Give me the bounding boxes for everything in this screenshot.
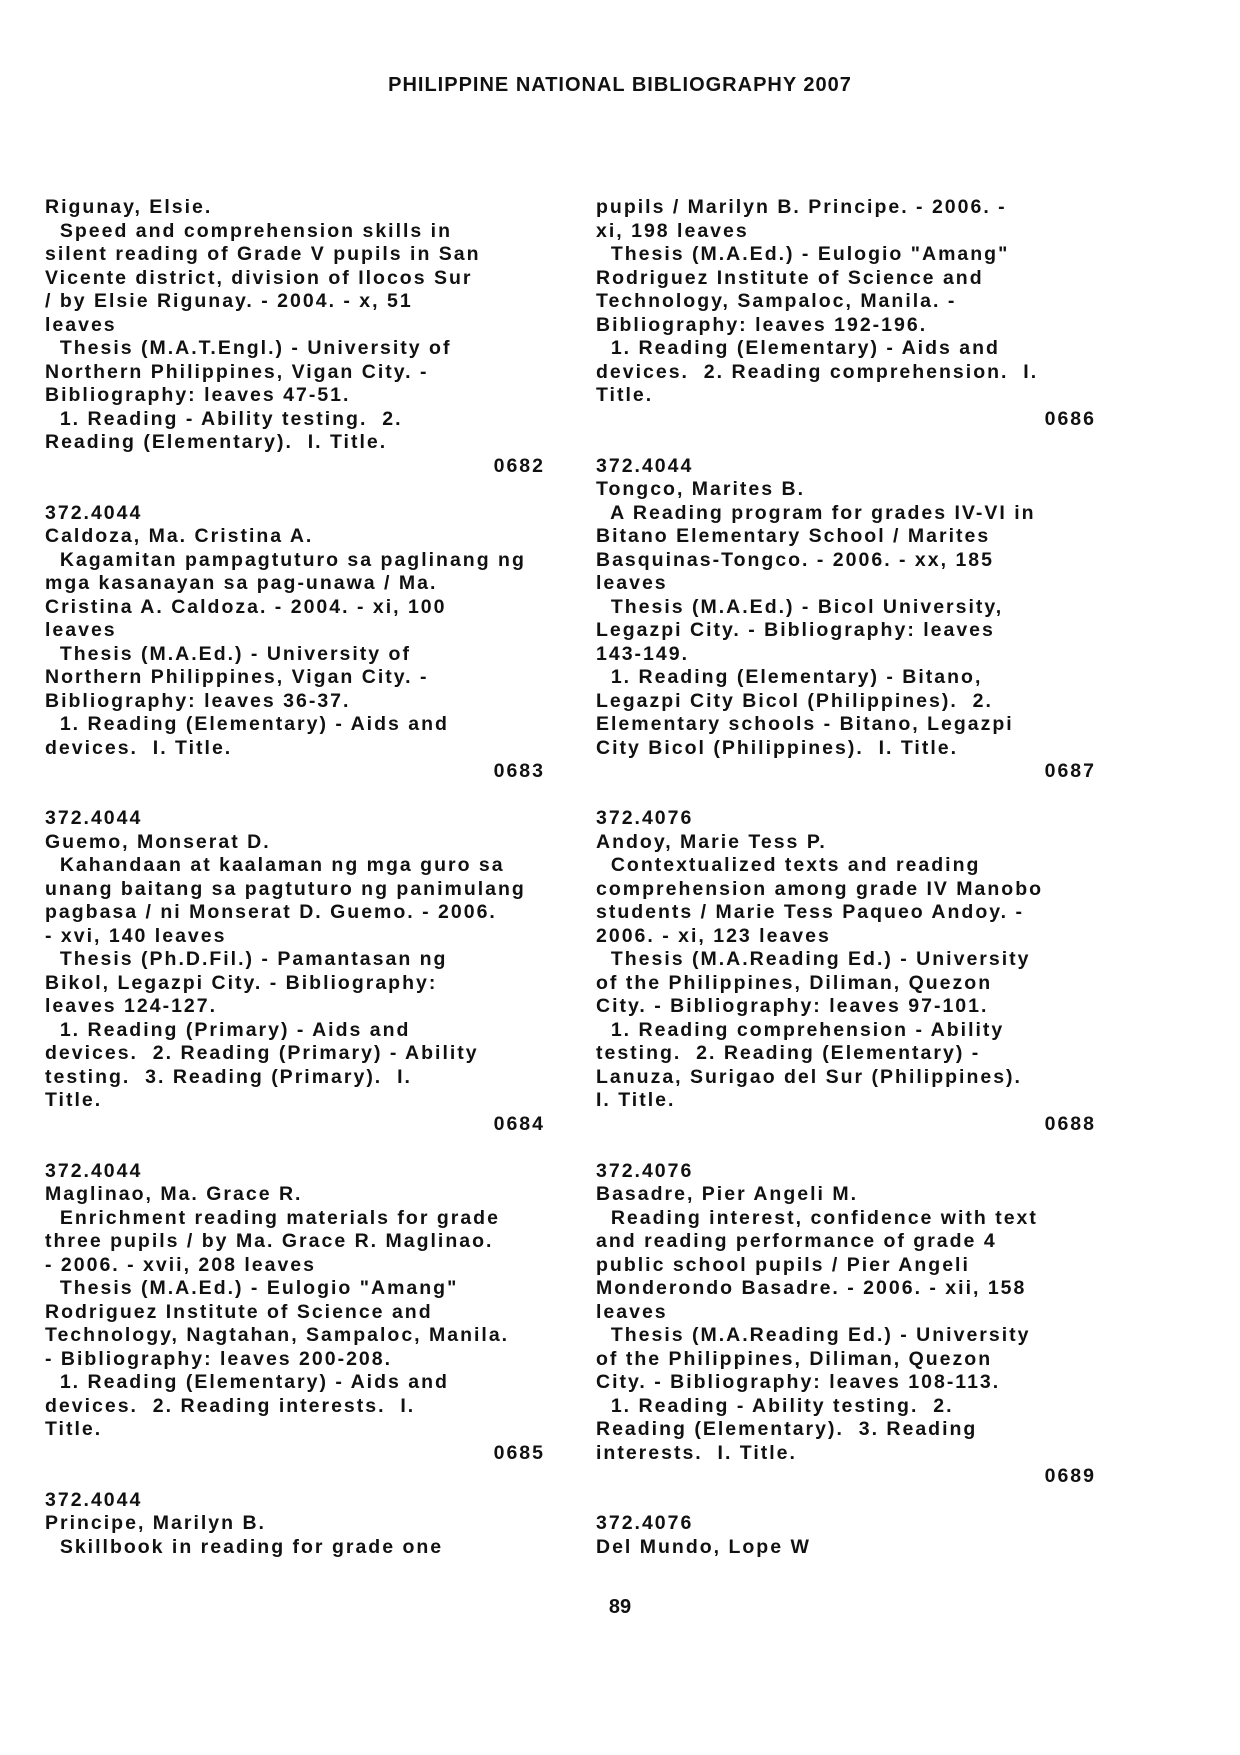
call-number: 372.4076 xyxy=(596,1159,694,1182)
entry-text-line: Thesis (M.A.Ed.) - University of xyxy=(45,642,411,665)
entry-text-line: leaves xyxy=(45,619,117,641)
entry-text-line: City Bicol (Philippines). I. Title. xyxy=(596,736,959,759)
entry-text-line: pupils / Marilyn B. Principe. - 2006. - xyxy=(596,196,1007,218)
entry-text-line: 1. Reading (Elementary) - Aids and xyxy=(596,337,1000,359)
entry-text-line: Maglinao, Ma. Grace R. xyxy=(45,1183,303,1205)
entry-number: 0683 xyxy=(493,760,545,782)
entry-text-line: devices. 2. Reading comprehension. I. xyxy=(596,360,1039,383)
entry-text-line: 2006. - xi, 123 leaves xyxy=(596,924,831,947)
entry-number: 0684 xyxy=(493,1112,545,1135)
entry-text-line: Legazpi City. - Bibliography: leaves xyxy=(596,619,995,641)
entry-text-line: leaves xyxy=(45,313,117,336)
call-number: 372.4044 xyxy=(45,1159,143,1182)
entry-text-line: Technology, Sampaloc, Manila. - xyxy=(596,290,957,312)
entry-spacer xyxy=(596,784,1096,808)
entry-text-line: Guemo, Monserat D. xyxy=(45,830,271,853)
entry-text-line: 1. Reading comprehension - Ability xyxy=(596,1018,1005,1041)
entry-text-line: of the Philippines, Diliman, Quezon xyxy=(596,971,993,994)
bibliography-entry xyxy=(45,502,545,784)
entry-text-line: Basadre, Pier Angeli M. xyxy=(596,1183,859,1205)
entry-spacer xyxy=(596,431,1096,455)
entry-text-line: Andoy, Marie Tess P. xyxy=(596,830,827,853)
entry-text-line: silent reading of Grade V pupils in San xyxy=(45,243,481,265)
entry-text-line: City. - Bibliography: leaves 108-113. xyxy=(596,1371,1001,1393)
entry-text-line: Reading (Elementary). I. Title. xyxy=(45,431,388,453)
entry-text-line: devices. 2. Reading interests. I. xyxy=(45,1394,416,1417)
entry-text-line: Cristina A. Caldoza. - 2004. - xi, 100 xyxy=(45,595,447,618)
entry-text-line: Thesis (M.A.T.Engl.) - University of xyxy=(45,337,452,359)
entry-text-line: 1. Reading (Primary) - Aids and xyxy=(45,1018,411,1041)
entry-text-line: Kahandaan at kaalaman ng mga guro sa xyxy=(45,854,505,876)
entry-text-line: Northern Philippines, Vigan City. - xyxy=(45,360,429,383)
entry-text-line: of the Philippines, Diliman, Quezon xyxy=(596,1347,993,1370)
call-number: 372.4076 xyxy=(596,1512,694,1534)
entry-text-line: testing. 2. Reading (Elementary) - xyxy=(596,1042,981,1064)
entry-text-line: comprehension among grade IV Manobo xyxy=(596,877,1044,900)
entry-text-line: Bikol, Legazpi City. - Bibliography: xyxy=(45,971,438,994)
bibliography-entry xyxy=(45,1489,545,1560)
call-number: 372.4044 xyxy=(45,501,143,524)
entry-text-line: Monderondo Basadre. - 2006. - xii, 158 xyxy=(596,1277,1027,1299)
entry-text-line: xi, 198 leaves xyxy=(596,219,749,242)
entry-spacer xyxy=(45,478,545,502)
entry-text-line: Elementary schools - Bitano, Legazpi xyxy=(596,713,1014,735)
entry-text-line: Rigunay, Elsie. xyxy=(45,196,213,218)
entry-text-line: Thesis (M.A.Reading Ed.) - University xyxy=(596,1324,1031,1346)
entry-text-line: Caldoza, Ma. Cristina A. xyxy=(45,525,314,547)
call-number: 372.4044 xyxy=(45,807,143,829)
entry-text-line: - Bibliography: leaves 200-208. xyxy=(45,1347,393,1370)
entry-text-line: students / Marie Tess Paqueo Andoy. - xyxy=(596,901,1024,923)
entry-number: 0689 xyxy=(1044,1465,1096,1487)
entry-number: 0687 xyxy=(1044,760,1096,782)
entry-text-line: 143-149. xyxy=(596,642,689,665)
entry-spacer xyxy=(45,1465,545,1489)
entry-text-line: Tongco, Marites B. xyxy=(596,478,805,500)
page-number: 89 xyxy=(608,1596,632,1618)
entry-text-line: 1. Reading - Ability testing. 2. xyxy=(596,1394,954,1417)
entry-text-line: 1. Reading (Elementary) - Aids and xyxy=(45,713,449,735)
entry-text-line: I. Title. xyxy=(596,1089,676,1111)
entry-text-line: Vicente district, division of Ilocos Sur xyxy=(45,266,473,289)
entry-spacer xyxy=(596,1136,1096,1160)
entry-number: 0682 xyxy=(493,454,545,477)
entry-text-line: Thesis (M.A.Ed.) - Bicol University, xyxy=(596,595,1004,618)
entry-text-line: leaves xyxy=(596,572,668,594)
call-number: 372.4044 xyxy=(45,1488,143,1511)
bibliography-entry xyxy=(45,196,545,478)
entry-text-line: Thesis (M.A.Ed.) - Eulogio "Amang" xyxy=(45,1277,459,1299)
entry-text-line: Skillbook in reading for grade one xyxy=(45,1535,444,1558)
entry-spacer xyxy=(596,1489,1096,1513)
entry-text-line: 1. Reading - Ability testing. 2. xyxy=(45,407,403,430)
entry-text-line: Bibliography: leaves 36-37. xyxy=(45,689,351,712)
call-number: 372.4044 xyxy=(596,454,694,477)
left-column xyxy=(45,196,545,1559)
bibliography-entry xyxy=(596,807,1096,1136)
entry-text-line: mga kasanayan sa pag-unawa / Ma. xyxy=(45,572,438,594)
entry-text-line: Reading interest, confidence with text xyxy=(596,1206,1038,1229)
bibliography-entry xyxy=(596,1512,1096,1559)
page-header: PHILIPPINE NATIONAL BIBLIOGRAPHY 2007 xyxy=(388,74,852,96)
entry-spacer xyxy=(45,784,545,808)
entry-number: 0686 xyxy=(1044,407,1096,430)
entry-text-line: and reading performance of grade 4 xyxy=(596,1230,997,1252)
entry-text-line: Bibliography: leaves 192-196. xyxy=(596,313,928,336)
entry-text-line: / by Elsie Rigunay. - 2004. - x, 51 xyxy=(45,290,413,312)
entry-text-line: devices. I. Title. xyxy=(45,736,233,759)
entry-text-line: Reading (Elementary). 3. Reading xyxy=(596,1418,978,1440)
entry-text-line: Rodriguez Institute of Science and xyxy=(45,1300,433,1323)
entry-text-line: Bibliography: leaves 47-51. xyxy=(45,384,351,406)
entry-text-line: Thesis (M.A.Ed.) - Eulogio "Amang" xyxy=(596,243,1010,265)
bibliography-entry xyxy=(596,196,1096,431)
entry-text-line: three pupils / by Ma. Grace R. Maglinao. xyxy=(45,1230,494,1252)
entry-text-line: Bitano Elementary School / Marites xyxy=(596,525,991,547)
bibliography-entry xyxy=(596,1160,1096,1489)
entry-text-line: 1. Reading (Elementary) - Bitano, xyxy=(596,666,983,688)
bibliography-entry xyxy=(45,807,545,1136)
right-column xyxy=(596,196,1096,1559)
entry-text-line: 1. Reading (Elementary) - Aids and xyxy=(45,1371,449,1393)
entry-text-line: pagbasa / ni Monserat D. Guemo. - 2006. xyxy=(45,901,497,923)
entry-text-line: - xvi, 140 leaves xyxy=(45,924,227,947)
entry-text-line: leaves xyxy=(596,1300,668,1323)
entry-text-line: Kagamitan pampagtuturo sa paglinang ng xyxy=(45,548,526,571)
entry-text-line: Rodriguez Institute of Science and xyxy=(596,266,984,289)
entry-text-line: Principe, Marilyn B. xyxy=(45,1512,266,1534)
entry-text-line: testing. 3. Reading (Primary). I. xyxy=(45,1065,412,1088)
bibliography-entry xyxy=(596,455,1096,784)
entry-text-line: unang baitang sa pagtuturo ng panimulang xyxy=(45,877,526,900)
entry-text-line: leaves 124-127. xyxy=(45,995,218,1017)
entry-text-line: devices. 2. Reading (Primary) - Ability xyxy=(45,1042,479,1064)
call-number: 372.4076 xyxy=(596,807,694,829)
entry-spacer xyxy=(45,1136,545,1160)
entry-text-line: Contextualized texts and reading xyxy=(596,854,981,876)
entry-text-line: Title. xyxy=(45,1089,103,1111)
entry-text-line: Thesis (M.A.Reading Ed.) - University xyxy=(596,948,1031,970)
entry-text-line: Speed and comprehension skills in xyxy=(45,219,453,242)
entry-text-line: Title. xyxy=(45,1418,103,1440)
entry-text-line: Title. xyxy=(596,384,654,406)
entry-text-line: Del Mundo, Lope W xyxy=(596,1535,811,1558)
entry-text-line: Basquinas-Tongco. - 2006. - xx, 185 xyxy=(596,548,994,571)
entry-text-line: Technology, Nagtahan, Sampaloc, Manila. xyxy=(45,1324,510,1346)
entry-number: 0688 xyxy=(1044,1112,1096,1135)
entry-text-line: City. - Bibliography: leaves 97-101. xyxy=(596,995,989,1017)
entry-text-line: - 2006. - xvii, 208 leaves xyxy=(45,1253,316,1276)
entry-text-line: A Reading program for grades IV-VI in xyxy=(596,501,1036,524)
entry-text-line: Enrichment reading materials for grade xyxy=(45,1206,500,1229)
entry-text-line: Thesis (Ph.D.Fil.) - Pamantasan ng xyxy=(45,948,448,970)
entry-text-line: Northern Philippines, Vigan City. - xyxy=(45,666,429,688)
bibliography-entry xyxy=(45,1160,545,1466)
entry-text-line: Legazpi City Bicol (Philippines). 2. xyxy=(596,689,993,712)
entry-text-line: public school pupils / Pier Angeli xyxy=(596,1253,970,1276)
entry-text-line: Lanuza, Surigao del Sur (Philippines). xyxy=(596,1065,1022,1088)
entry-text-line: interests. I. Title. xyxy=(596,1441,797,1464)
entry-number: 0685 xyxy=(493,1441,545,1464)
